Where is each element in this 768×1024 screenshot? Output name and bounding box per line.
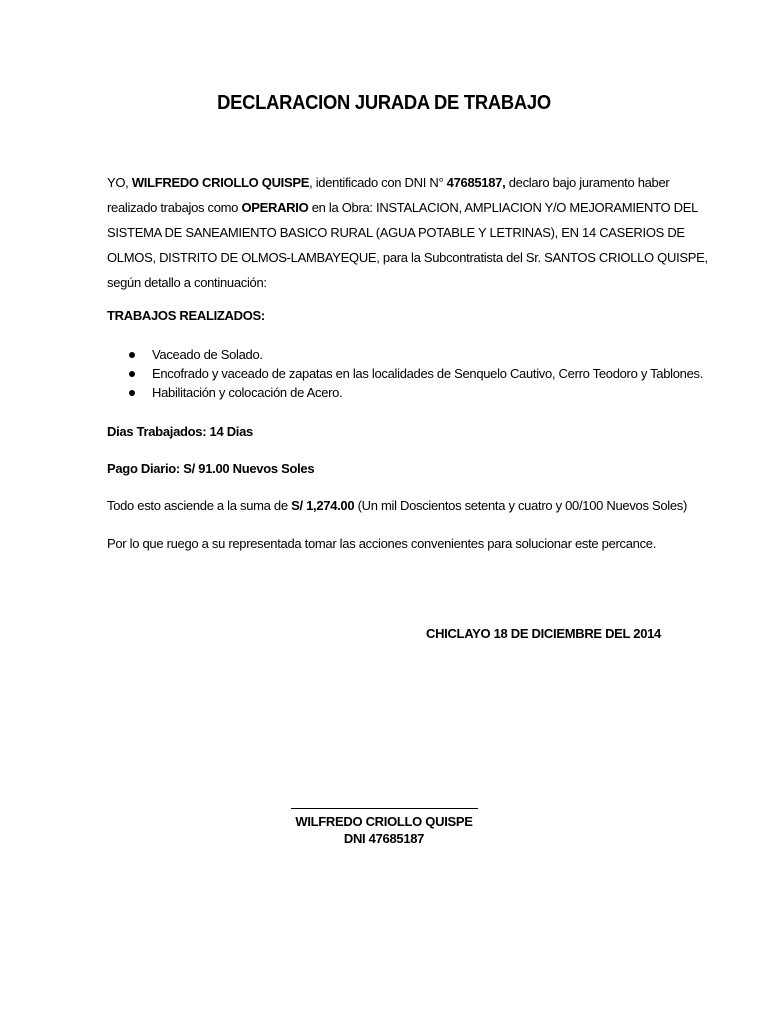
declarant-name: WILFREDO CRIOLLO QUISPE (131, 175, 310, 190)
list-item: Encofrado y vaceado de zapatas en las localidades de Senquelo Cautivo, Cerro Teodoro y Tablones. (107, 364, 661, 383)
intro-line-1: YO, WILFREDO CRIOLLO QUISPE, identificado con DNI N° 47685187, declaro bajo juramento haber (107, 175, 670, 190)
intro-line-4: OLMOS, DISTRITO DE OLMOS-LAMBAYEQUE, para la Subcontratista del Sr. SANTOS CRIOLLO QUISPE, (107, 250, 708, 265)
declarant-dni: 47685187, (446, 175, 506, 190)
days-worked: Dias Trabajados: 14 Dias (107, 424, 253, 439)
declarant-role: OPERARIO (241, 200, 309, 215)
document-title: DECLARACION JURADA DE TRABAJO (217, 92, 551, 114)
works-list (107, 345, 704, 402)
intro-line-2: realizado trabajos como OPERARIO en la Obra: INSTALACION, AMPLIACION Y/O MEJORAMIENTO DEL (107, 200, 699, 215)
total-amount: S/ 1,274.00 (291, 498, 355, 513)
intro-paragraph (107, 170, 708, 295)
bullet-icon (129, 371, 135, 377)
intro-line-3: SISTEMA DE SANEAMIENTO BASICO RURAL (AGUA POTABLE Y LETRINAS), EN 14 CASERIOS DE (107, 225, 685, 240)
total-amount-line: Todo esto asciende a la suma de S/ 1,274.00 (Un mil Doscientos setenta y cuatro y 00/100 Nuevos Soles) (107, 498, 688, 513)
signature-line (291, 808, 478, 809)
bullet-icon (129, 352, 135, 358)
list-item: Vaceado de Solado. (107, 345, 661, 364)
works-heading: TRABAJOS REALIZADOS: (107, 308, 265, 323)
bullet-icon (129, 390, 135, 396)
intro-line-5: según detallo a continuación: (107, 275, 267, 290)
list-item: Habilitación y colocación de Acero. (107, 383, 661, 402)
daily-pay: Pago Diario: S/ 91.00 Nuevos Soles (107, 461, 315, 476)
request-line: Por lo que ruego a su representada tomar las acciones convenientes para solucionar este percance. (107, 536, 657, 551)
signatory-dni: DNI 47685187 (343, 831, 425, 846)
signatory-name: WILFREDO CRIOLLO QUISPE (295, 814, 473, 829)
place-date: CHICLAYO 18 DE DICIEMBRE DEL 2014 (425, 626, 661, 641)
